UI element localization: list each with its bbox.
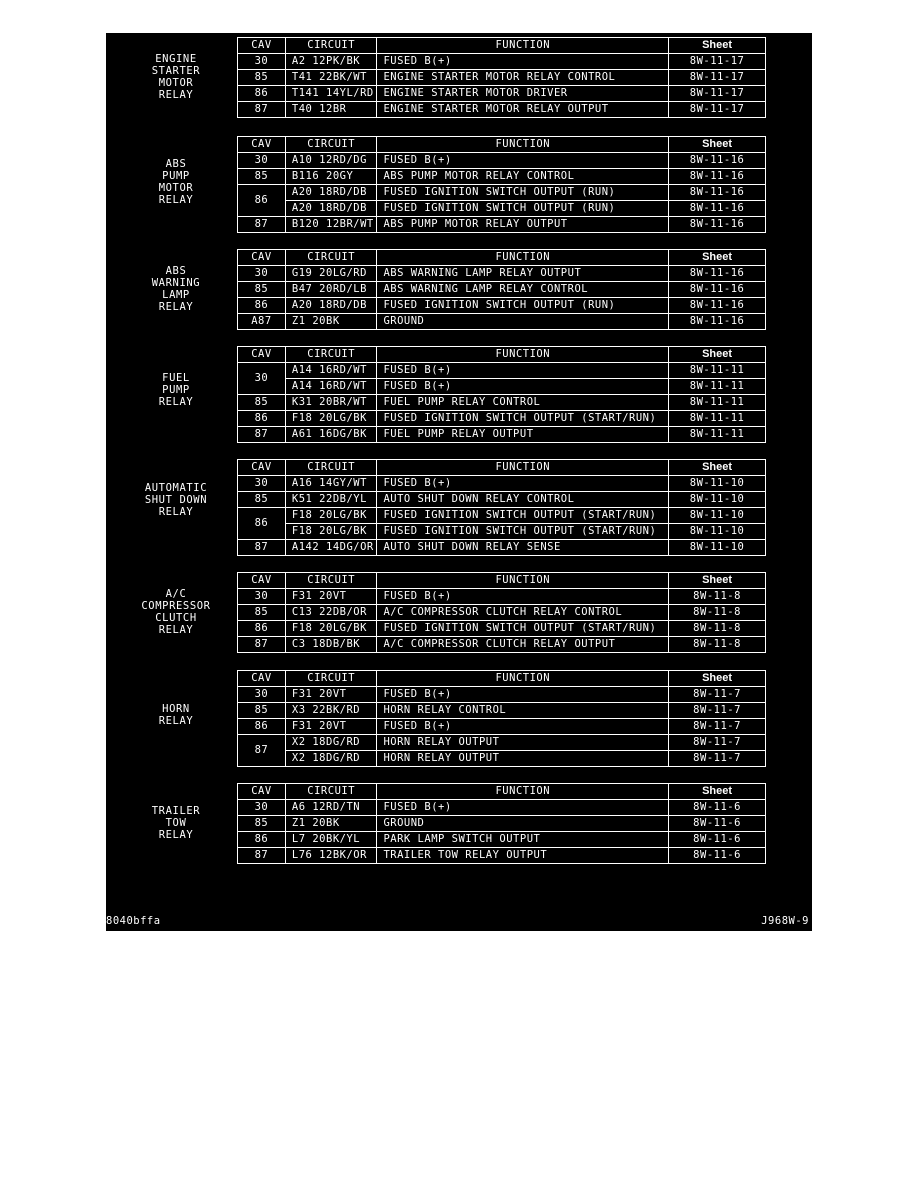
sheet-cell: 8W-11-11 xyxy=(669,363,766,379)
sheet-cell: 8W-11-7 xyxy=(669,703,766,719)
table-row xyxy=(238,411,766,427)
circuit-cell: F18 20LG/BK xyxy=(285,524,377,540)
figure-number-label: J968W-9 xyxy=(761,915,809,927)
circuit-cell: F18 20LG/BK xyxy=(285,621,377,637)
cav-cell: 87 xyxy=(238,540,286,556)
cav-cell: 86 xyxy=(238,86,286,102)
table-header-row xyxy=(238,137,766,153)
function-cell: FUSED B(+) xyxy=(377,153,669,169)
circuit-cell: A14 16RD/WT xyxy=(285,363,377,379)
cav-cell: 85 xyxy=(238,703,286,719)
cav-cell: 87 xyxy=(238,427,286,443)
relay-name: HORN RELAY xyxy=(158,703,194,727)
sheet-cell: 8W-11-16 xyxy=(669,314,766,330)
sheet-cell: 8W-11-6 xyxy=(669,816,766,832)
circuit-cell: A16 14GY/WT xyxy=(285,476,377,492)
cav-header: CAV xyxy=(238,671,286,687)
function-cell: AUTO SHUT DOWN RELAY CONTROL xyxy=(377,492,669,508)
table-row xyxy=(238,169,766,185)
function-cell: FUSED IGNITION SWITCH OUTPUT (START/RUN) xyxy=(377,411,669,427)
sheet-cell: 8W-11-6 xyxy=(669,800,766,816)
table-row xyxy=(238,508,766,524)
table-row xyxy=(238,201,766,217)
function-cell: HORN RELAY CONTROL xyxy=(377,703,669,719)
function-cell: TRAILER TOW RELAY OUTPUT xyxy=(377,848,669,864)
cav-cell: 30 xyxy=(238,589,286,605)
function-cell: FUSED B(+) xyxy=(377,363,669,379)
circuit-cell: C13 22DB/OR xyxy=(285,605,377,621)
circuit-cell: A20 18RD/DB xyxy=(285,201,377,217)
circuit-header: CIRCUIT xyxy=(285,671,377,687)
circuit-cell: A14 16RD/WT xyxy=(285,379,377,395)
table-header-row xyxy=(238,38,766,54)
circuit-cell: L76 12BK/OR xyxy=(285,848,377,864)
circuit-cell: C3 18DB/BK xyxy=(285,637,377,653)
sheet-cell: 8W-11-6 xyxy=(669,832,766,848)
cav-cell: 87 xyxy=(238,848,286,864)
table-header-row xyxy=(238,671,766,687)
cav-cell: 85 xyxy=(238,282,286,298)
cav-cell: 86 xyxy=(238,508,286,540)
circuit-header: CIRCUIT xyxy=(285,573,377,589)
table-row xyxy=(238,217,766,233)
cav-cell: 85 xyxy=(238,605,286,621)
table-row xyxy=(238,185,766,201)
table-row xyxy=(238,524,766,540)
sheet-cell: 8W-11-17 xyxy=(669,102,766,118)
cav-cell: 86 xyxy=(238,185,286,217)
sheet-cell: 8W-11-16 xyxy=(669,282,766,298)
sheet-cell: 8W-11-10 xyxy=(669,508,766,524)
table-row xyxy=(238,703,766,719)
table-row xyxy=(238,848,766,864)
table-row xyxy=(238,735,766,751)
function-cell: HORN RELAY OUTPUT xyxy=(377,735,669,751)
circuit-cell: A6 12RD/TN xyxy=(285,800,377,816)
circuit-header: CIRCUIT xyxy=(285,137,377,153)
cav-cell: 86 xyxy=(238,719,286,735)
sheet-cell: 8W-11-10 xyxy=(669,524,766,540)
table-row xyxy=(238,800,766,816)
function-cell: FUEL PUMP RELAY OUTPUT xyxy=(377,427,669,443)
sheet-cell: 8W-11-17 xyxy=(669,54,766,70)
relay-name: FUEL PUMP RELAY xyxy=(158,372,194,408)
function-cell: ABS WARNING LAMP RELAY CONTROL xyxy=(377,282,669,298)
sheet-cell: 8W-11-11 xyxy=(669,411,766,427)
relay-name: A/C COMPRESSOR CLUTCH RELAY xyxy=(141,588,211,636)
relay-pin-table xyxy=(237,459,766,556)
circuit-cell: K31 20BR/WT xyxy=(285,395,377,411)
circuit-cell: A61 16DG/BK xyxy=(285,427,377,443)
cav-cell: 86 xyxy=(238,621,286,637)
table-row xyxy=(238,70,766,86)
sheet-cell: 8W-11-17 xyxy=(669,70,766,86)
sheet-cell: 8W-11-10 xyxy=(669,492,766,508)
sheet-cell: 8W-11-10 xyxy=(669,476,766,492)
cav-header: CAV xyxy=(238,250,286,266)
table-row xyxy=(238,314,766,330)
table-row xyxy=(238,266,766,282)
function-cell: AUTO SHUT DOWN RELAY SENSE xyxy=(377,540,669,556)
circuit-cell: F18 20LG/BK xyxy=(285,411,377,427)
sheet-cell: 8W-11-16 xyxy=(669,298,766,314)
table-header-row xyxy=(238,784,766,800)
circuit-cell: A20 18RD/DB xyxy=(285,298,377,314)
sheet-header: Sheet xyxy=(669,460,766,476)
function-header: FUNCTION xyxy=(377,784,669,800)
table-row xyxy=(238,751,766,767)
sheet-header: Sheet xyxy=(669,250,766,266)
circuit-header: CIRCUIT xyxy=(285,784,377,800)
sheet-header: Sheet xyxy=(669,671,766,687)
relay-pin-table xyxy=(237,346,766,443)
table-row xyxy=(238,687,766,703)
table-row xyxy=(238,282,766,298)
function-header: FUNCTION xyxy=(377,671,669,687)
function-cell: PARK LAMP SWITCH OUTPUT xyxy=(377,832,669,848)
function-cell: FUSED IGNITION SWITCH OUTPUT (START/RUN) xyxy=(377,508,669,524)
table-row xyxy=(238,540,766,556)
cav-cell: 85 xyxy=(238,492,286,508)
table-row xyxy=(238,816,766,832)
cav-cell: 85 xyxy=(238,816,286,832)
table-row xyxy=(238,492,766,508)
cav-cell: 85 xyxy=(238,70,286,86)
function-cell: FUSED IGNITION SWITCH OUTPUT (RUN) xyxy=(377,201,669,217)
relay-name: AUTOMATIC SHUT DOWN RELAY xyxy=(144,482,208,518)
table-row xyxy=(238,476,766,492)
circuit-cell: F31 20VT xyxy=(285,589,377,605)
sheet-cell: 8W-11-8 xyxy=(669,605,766,621)
circuit-cell: F31 20VT xyxy=(285,687,377,703)
relay-pin-table xyxy=(237,572,766,653)
sheet-cell: 8W-11-8 xyxy=(669,589,766,605)
circuit-cell: T141 14YL/RD xyxy=(285,86,377,102)
cav-cell: 30 xyxy=(238,800,286,816)
function-cell: ENGINE STARTER MOTOR DRIVER xyxy=(377,86,669,102)
cav-header: CAV xyxy=(238,784,286,800)
cav-cell: 87 xyxy=(238,102,286,118)
table-row xyxy=(238,427,766,443)
cav-cell: 30 xyxy=(238,476,286,492)
sheet-cell: 8W-11-17 xyxy=(669,86,766,102)
cav-cell: 30 xyxy=(238,266,286,282)
relay-pin-table xyxy=(237,783,766,864)
function-cell: FUSED B(+) xyxy=(377,687,669,703)
function-header: FUNCTION xyxy=(377,137,669,153)
function-cell: FUSED B(+) xyxy=(377,379,669,395)
circuit-header: CIRCUIT xyxy=(285,347,377,363)
cav-header: CAV xyxy=(238,460,286,476)
image-id-label: 8040bffa xyxy=(106,915,161,927)
circuit-cell: L7 20BK/YL xyxy=(285,832,377,848)
function-cell: FUSED B(+) xyxy=(377,800,669,816)
circuit-header: CIRCUIT xyxy=(285,250,377,266)
relay-pin-table xyxy=(237,37,766,118)
relay-pin-table xyxy=(237,670,766,767)
function-cell: A/C COMPRESSOR CLUTCH RELAY OUTPUT xyxy=(377,637,669,653)
table-row xyxy=(238,621,766,637)
function-cell: GROUND xyxy=(377,314,669,330)
sheet-cell: 8W-11-7 xyxy=(669,735,766,751)
function-cell: FUSED B(+) xyxy=(377,54,669,70)
circuit-header: CIRCUIT xyxy=(285,38,377,54)
sheet-header: Sheet xyxy=(669,137,766,153)
function-cell: FUSED IGNITION SWITCH OUTPUT (START/RUN) xyxy=(377,524,669,540)
function-cell: FUSED IGNITION SWITCH OUTPUT (RUN) xyxy=(377,185,669,201)
circuit-cell: G19 20LG/RD xyxy=(285,266,377,282)
function-cell: A/C COMPRESSOR CLUTCH RELAY CONTROL xyxy=(377,605,669,621)
sheet-cell: 8W-11-7 xyxy=(669,719,766,735)
table-row xyxy=(238,363,766,379)
function-header: FUNCTION xyxy=(377,347,669,363)
sheet-header: Sheet xyxy=(669,573,766,589)
wiring-diagram-panel xyxy=(106,33,812,931)
table-header-row xyxy=(238,573,766,589)
relay-pin-table xyxy=(237,136,766,233)
circuit-cell: B47 20RD/LB xyxy=(285,282,377,298)
cav-header: CAV xyxy=(238,573,286,589)
table-row xyxy=(238,153,766,169)
sheet-cell: 8W-11-11 xyxy=(669,395,766,411)
cav-cell: 87 xyxy=(238,217,286,233)
function-cell: ABS PUMP MOTOR RELAY CONTROL xyxy=(377,169,669,185)
sheet-cell: 8W-11-10 xyxy=(669,540,766,556)
circuit-cell: B116 20GY xyxy=(285,169,377,185)
circuit-cell: A2 12PK/BK xyxy=(285,54,377,70)
function-cell: ABS PUMP MOTOR RELAY OUTPUT xyxy=(377,217,669,233)
table-row xyxy=(238,637,766,653)
table-row xyxy=(238,832,766,848)
table-row xyxy=(238,54,766,70)
sheet-cell: 8W-11-16 xyxy=(669,185,766,201)
table-row xyxy=(238,86,766,102)
sheet-cell: 8W-11-11 xyxy=(669,427,766,443)
cav-cell: 87 xyxy=(238,735,286,767)
cav-cell: 30 xyxy=(238,153,286,169)
sheet-cell: 8W-11-6 xyxy=(669,848,766,864)
table-row xyxy=(238,298,766,314)
sheet-header: Sheet xyxy=(669,347,766,363)
function-cell: HORN RELAY OUTPUT xyxy=(377,751,669,767)
relay-name: ABS PUMP MOTOR RELAY xyxy=(158,158,194,206)
function-cell: ENGINE STARTER MOTOR RELAY CONTROL xyxy=(377,70,669,86)
function-header: FUNCTION xyxy=(377,250,669,266)
sheet-cell: 8W-11-8 xyxy=(669,621,766,637)
table-row xyxy=(238,379,766,395)
sheet-cell: 8W-11-16 xyxy=(669,201,766,217)
function-cell: FUSED B(+) xyxy=(377,719,669,735)
sheet-cell: 8W-11-16 xyxy=(669,169,766,185)
sheet-cell: 8W-11-16 xyxy=(669,153,766,169)
function-cell: ABS WARNING LAMP RELAY OUTPUT xyxy=(377,266,669,282)
cav-cell: 86 xyxy=(238,832,286,848)
circuit-cell: T41 22BK/WT xyxy=(285,70,377,86)
circuit-cell: F18 20LG/BK xyxy=(285,508,377,524)
circuit-cell: Z1 20BK xyxy=(285,314,377,330)
cav-cell: 86 xyxy=(238,411,286,427)
table-header-row xyxy=(238,460,766,476)
sheet-cell: 8W-11-16 xyxy=(669,217,766,233)
cav-cell: 85 xyxy=(238,395,286,411)
cav-cell: 87 xyxy=(238,637,286,653)
circuit-cell: K51 22DB/YL xyxy=(285,492,377,508)
function-cell: FUEL PUMP RELAY CONTROL xyxy=(377,395,669,411)
function-cell: FUSED B(+) xyxy=(377,476,669,492)
relay-name: ENGINE STARTER MOTOR RELAY xyxy=(151,53,201,101)
function-cell: FUSED IGNITION SWITCH OUTPUT (RUN) xyxy=(377,298,669,314)
cav-header: CAV xyxy=(238,38,286,54)
table-row xyxy=(238,589,766,605)
function-cell: FUSED B(+) xyxy=(377,589,669,605)
function-header: FUNCTION xyxy=(377,38,669,54)
function-cell: ENGINE STARTER MOTOR RELAY OUTPUT xyxy=(377,102,669,118)
circuit-cell: X2 18DG/RD xyxy=(285,735,377,751)
sheet-cell: 8W-11-11 xyxy=(669,379,766,395)
sheet-cell: 8W-11-16 xyxy=(669,266,766,282)
table-header-row xyxy=(238,347,766,363)
sheet-cell: 8W-11-7 xyxy=(669,751,766,767)
circuit-cell: A20 18RD/DB xyxy=(285,185,377,201)
table-header-row xyxy=(238,250,766,266)
circuit-cell: Z1 20BK xyxy=(285,816,377,832)
cav-cell: A87 xyxy=(238,314,286,330)
cav-cell: 30 xyxy=(238,363,286,395)
table-row xyxy=(238,102,766,118)
sheet-cell: 8W-11-8 xyxy=(669,637,766,653)
function-header: FUNCTION xyxy=(377,460,669,476)
circuit-cell: B120 12BR/WT xyxy=(285,217,377,233)
circuit-cell: X3 22BK/RD xyxy=(285,703,377,719)
sheet-header: Sheet xyxy=(669,38,766,54)
circuit-cell: X2 18DG/RD xyxy=(285,751,377,767)
circuit-cell: T40 12BR xyxy=(285,102,377,118)
circuit-cell: A10 12RD/DG xyxy=(285,153,377,169)
circuit-cell: A142 14DG/OR xyxy=(285,540,377,556)
table-row xyxy=(238,395,766,411)
circuit-cell: F31 20VT xyxy=(285,719,377,735)
cav-cell: 86 xyxy=(238,298,286,314)
cav-cell: 30 xyxy=(238,54,286,70)
cav-cell: 30 xyxy=(238,687,286,703)
cav-cell: 85 xyxy=(238,169,286,185)
relay-pin-table xyxy=(237,249,766,330)
sheet-header: Sheet xyxy=(669,784,766,800)
sheet-cell: 8W-11-7 xyxy=(669,687,766,703)
cav-header: CAV xyxy=(238,347,286,363)
function-cell: GROUND xyxy=(377,816,669,832)
table-row xyxy=(238,719,766,735)
function-header: FUNCTION xyxy=(377,573,669,589)
circuit-header: CIRCUIT xyxy=(285,460,377,476)
cav-header: CAV xyxy=(238,137,286,153)
relay-name: ABS WARNING LAMP RELAY xyxy=(151,265,201,313)
relay-name: TRAILER TOW RELAY xyxy=(151,805,201,841)
table-row xyxy=(238,605,766,621)
function-cell: FUSED IGNITION SWITCH OUTPUT (START/RUN) xyxy=(377,621,669,637)
